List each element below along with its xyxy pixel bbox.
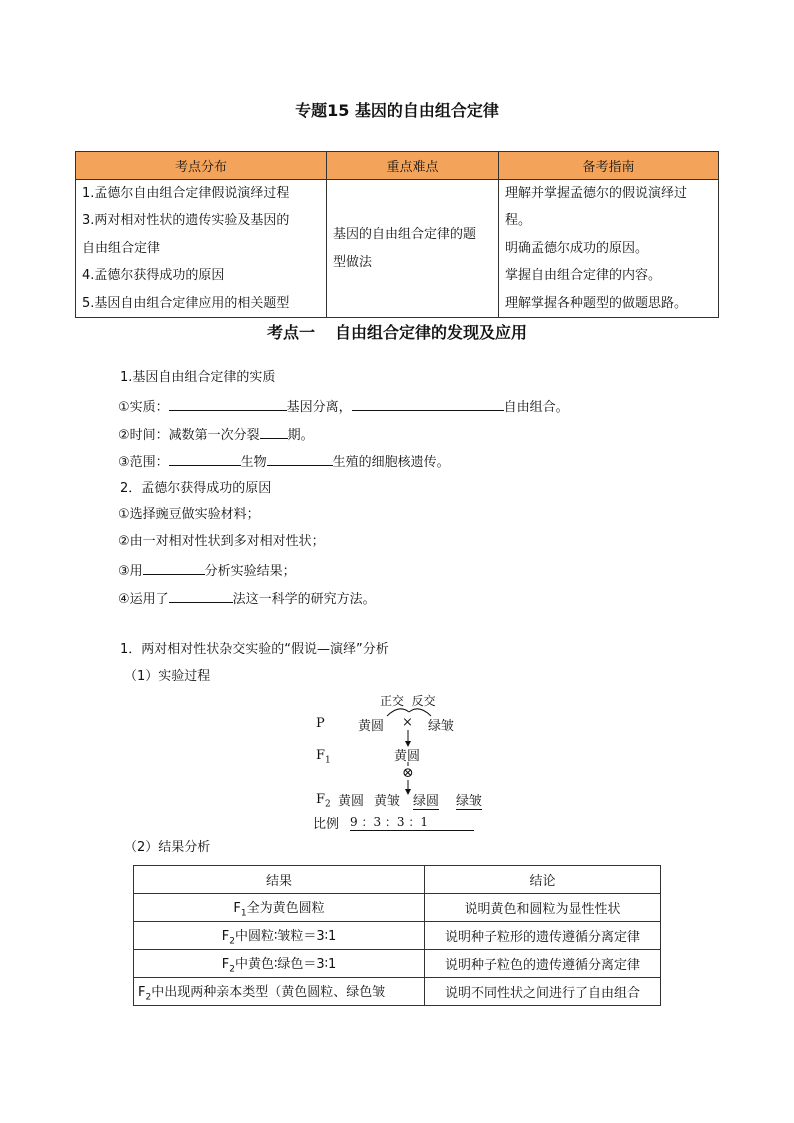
exam-points-cell xyxy=(76,180,327,318)
f2-phenotype: 黄皱 xyxy=(374,794,401,809)
f2-label: $F_2$ xyxy=(316,792,331,810)
guide-cell xyxy=(499,180,719,318)
reason-line-3: ③用 分析实验结果； xyxy=(118,560,296,582)
text-line: 4.孟德尔获得成功的原因 xyxy=(82,268,225,284)
text-line: 理解掌握各种题型的做题思路。 xyxy=(505,295,688,311)
page-title: 专题15 基因的自由组合定律 xyxy=(295,101,499,120)
section-heading xyxy=(0,320,794,343)
f1-label: $F_1$ xyxy=(316,748,331,766)
fill-blank[interactable] xyxy=(267,451,333,466)
reason-line-1: ①选择豌豆做实验材料； xyxy=(118,507,260,522)
essence-heading: 1.基因自由组合定律的实质 xyxy=(120,370,276,385)
key-points-cell xyxy=(327,180,499,318)
conclusion-cell: 说明种子粒色的遗传遵循分离定律 xyxy=(425,950,661,978)
table-row xyxy=(134,894,661,922)
fill-blank[interactable] xyxy=(169,451,241,466)
header-cell: 重点难点 xyxy=(327,152,499,180)
header-cell: 备考指南 xyxy=(499,152,719,180)
result-cell: $F_2$中黄色∶绿色＝3∶1 xyxy=(134,950,425,978)
table-row xyxy=(134,922,661,950)
conclusion-cell: 说明种子粒形的遗传遵循分离定律 xyxy=(425,922,661,950)
conclusion-cell: 说明不同性状之间进行了自由组合 xyxy=(425,978,661,1006)
result-cell: $F_1$全为黄色圆粒 xyxy=(134,894,425,922)
essence-line-3: ③范围： 生物 生殖的细胞核遗传。 xyxy=(118,451,450,473)
text-line: 理解并掌握孟德尔的假说演绎过 xyxy=(505,186,688,201)
f2-phenotype: 绿皱 xyxy=(456,790,482,810)
header-cell: 考点分布 xyxy=(76,152,327,180)
fill-blank[interactable] xyxy=(260,424,288,439)
cross-symbol: × xyxy=(402,715,413,730)
overview-body-row xyxy=(76,180,719,318)
text-line: 1.孟德尔自由组合定律假说演绎过程 xyxy=(82,186,290,201)
p-parent-left: 黄圆 xyxy=(358,719,385,734)
table-row xyxy=(134,978,661,1006)
text-line: 明确孟德尔成功的原因。 xyxy=(505,240,649,256)
fill-blank[interactable] xyxy=(143,560,205,575)
section-label: 考点一 xyxy=(266,323,315,342)
subheading-results: （2）结果分析 xyxy=(124,840,211,855)
reasons-heading: 2．孟德尔获得成功的原因 xyxy=(120,481,272,496)
table-row xyxy=(134,950,661,978)
ratio-values: 9 ：3 ：3 ：1 xyxy=(350,813,474,831)
results-header-row xyxy=(134,866,661,894)
f1-offspring: 黄圆 xyxy=(394,749,421,764)
text-line: 型做法 xyxy=(333,254,373,270)
results-table xyxy=(133,865,661,1006)
cross-direction-label: 正交 反交 xyxy=(380,694,436,708)
text-line: 程。 xyxy=(505,213,532,229)
overview-header-row xyxy=(76,152,719,180)
text-line: 3.两对相对性状的遗传实验及基因的 xyxy=(82,213,290,229)
overview-table xyxy=(75,151,719,318)
analysis-heading: 1．两对相对性状杂交实验的“假说—演绎”分析 xyxy=(120,642,389,657)
text-line: 自由组合定律 xyxy=(82,240,161,256)
section-title: 自由组合定律的发现及应用 xyxy=(335,323,528,342)
essence-line-2: ②时间：减数第一次分裂 期。 xyxy=(118,424,314,446)
ratio-label: 比例 xyxy=(313,817,340,832)
self-cross-icon: ⊗ xyxy=(402,765,414,781)
fill-blank[interactable] xyxy=(169,396,287,411)
reason-line-2: ②由一对相对性状到多对相对性状； xyxy=(118,534,325,549)
header-cell: 结论 xyxy=(425,866,661,894)
fill-blank[interactable] xyxy=(352,396,504,411)
text-line: 掌握自由组合定律的内容。 xyxy=(505,268,662,284)
text-line: 基因的自由组合定律的题 xyxy=(333,227,477,243)
reason-line-4: ④运用了 法这一科学的研究方法。 xyxy=(118,588,376,610)
f2-phenotype: 黄圆 xyxy=(338,794,365,809)
f2-phenotype: 绿圆 xyxy=(413,790,439,810)
p-parent-right: 绿皱 xyxy=(428,719,455,734)
fill-blank[interactable] xyxy=(169,588,233,603)
essence-line-1: ①实质： 基因分离， 自由组合。 xyxy=(118,396,569,418)
result-cell: $F_2$中出现两种亲本类型（黄色圆粒、绿色皱 xyxy=(134,978,425,1006)
header-cell: 结果 xyxy=(134,866,425,894)
result-cell: $F_2$中圆粒∶皱粒＝3∶1 xyxy=(134,922,425,950)
p-label: P xyxy=(316,716,325,731)
text-line: 5.基因自由组合定律应用的相关题型 xyxy=(82,295,290,311)
conclusion-cell: 说明黄色和圆粒为显性性状 xyxy=(425,894,661,922)
subheading-process: （1）实验过程 xyxy=(124,669,211,684)
